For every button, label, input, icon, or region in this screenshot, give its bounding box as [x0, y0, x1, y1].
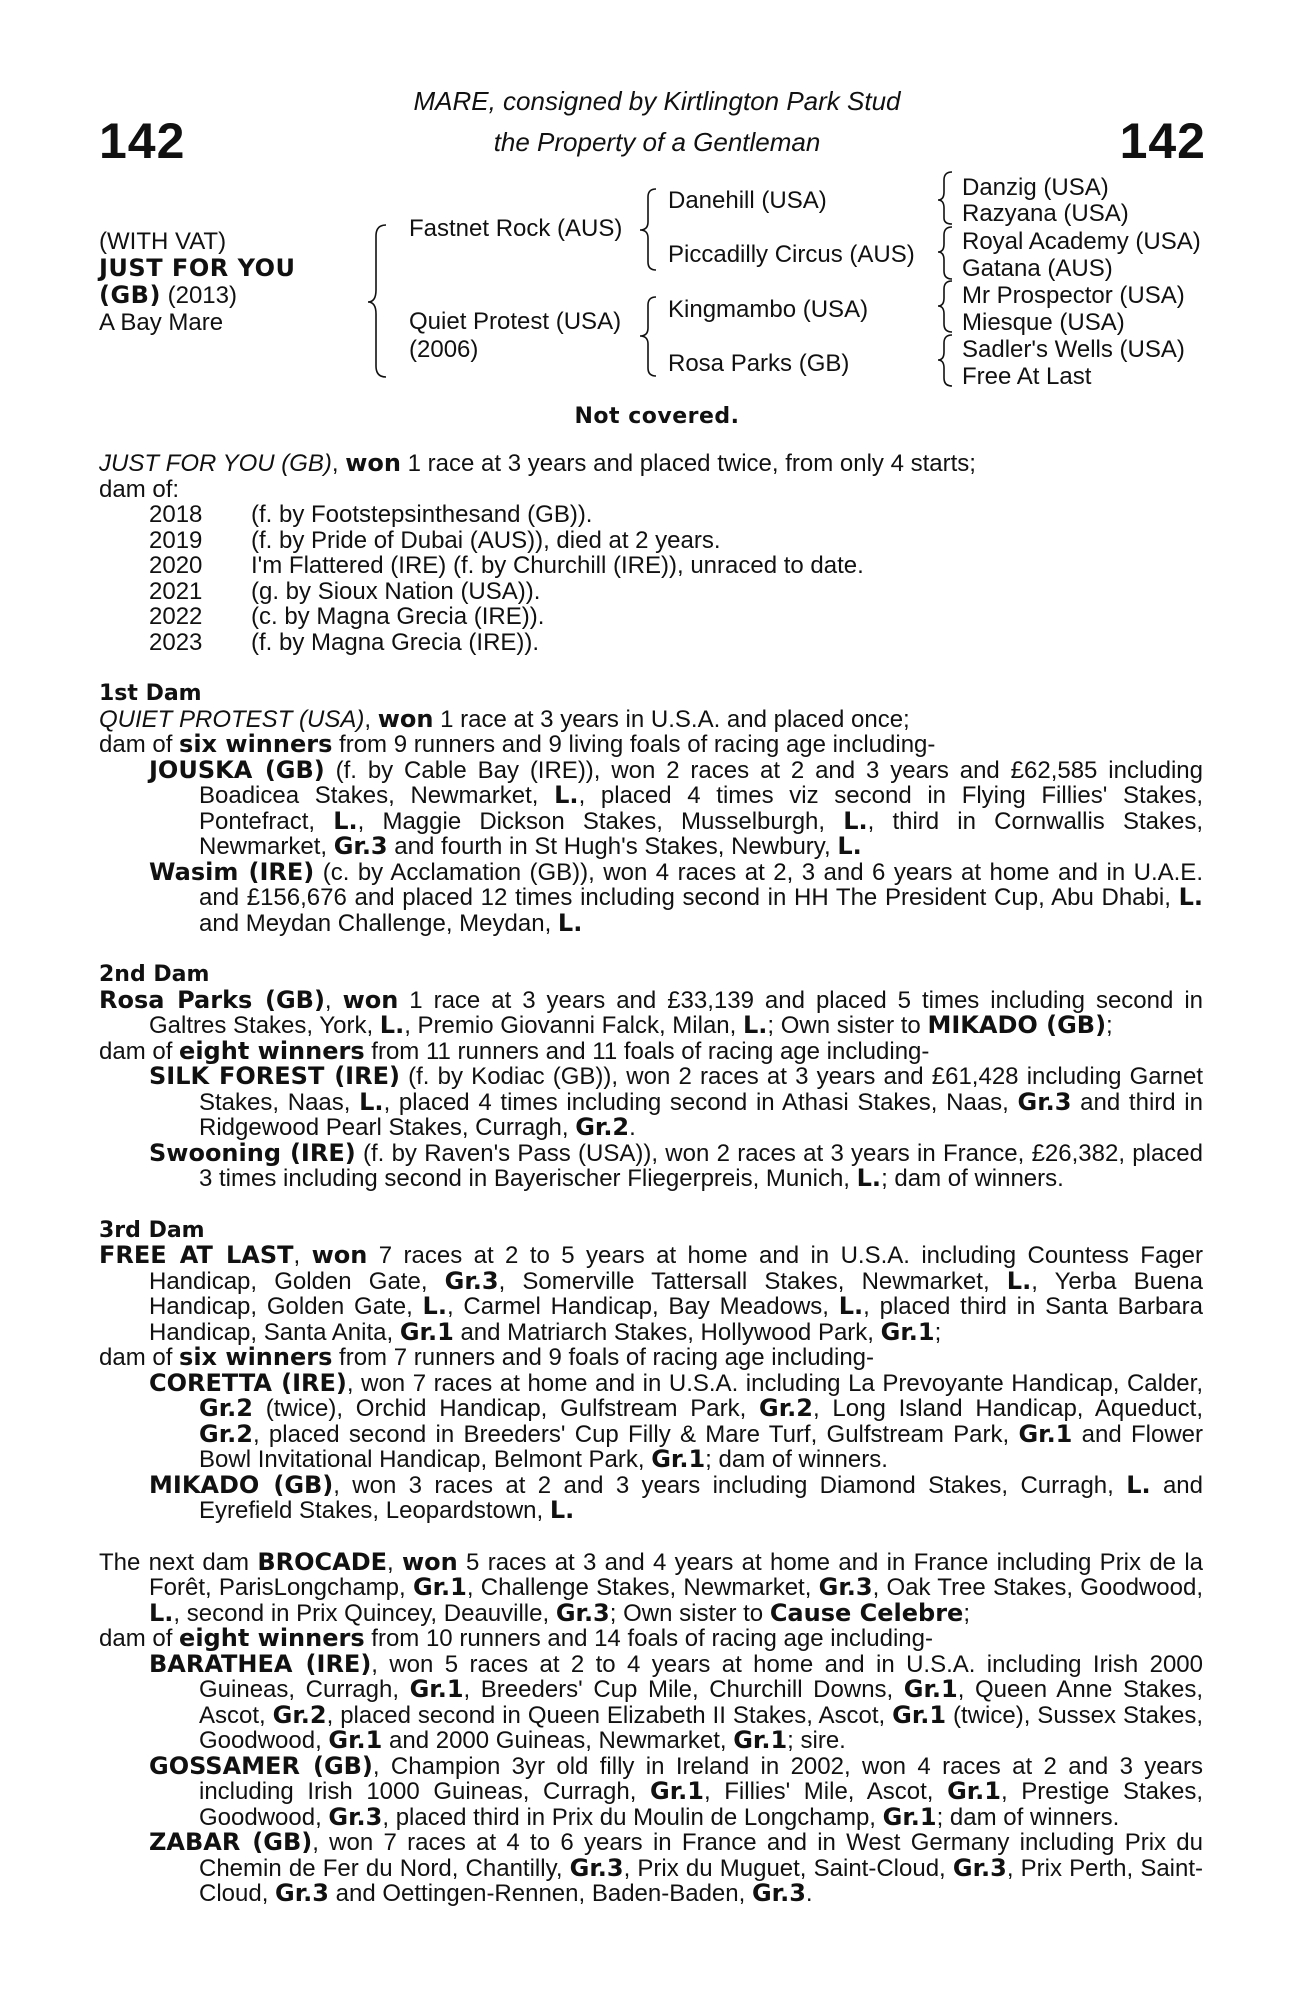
gg-5: Mr Prospector (USA)	[962, 282, 1185, 309]
first-dam-heading: 1st Dam	[99, 681, 202, 706]
gg-2: Razyana (USA)	[962, 200, 1129, 227]
produce-detail: I'm Flattered (IRE) (f. by Churchill (IRE)), unraced to date.	[251, 552, 864, 579]
vat-status: (WITH VAT)	[99, 228, 227, 255]
produce-year: 2020	[149, 552, 203, 579]
foal-entry: GOSSAMER (GB), Champion 3yr old filly in Ireland in 2002, won 4 races at 2 and 3 years including Irish 1000 Guineas, Curragh, Gr.1, Fillies' Mile, Ascot, Gr.1, Prestige Stakes, Goodwood, Gr.3, placed third in Prix du Moulin de Longchamp, Gr.1; dam of winners.	[149, 1751, 1203, 1831]
foal-entry: JOUSKA (GB) (f. by Cable Bay (IRE)), won 2 races at 2 and 3 years and £62,585 including Boadicea Stakes, Newmarket, L., placed 4 times viz second in Flying Fillies' Stakes, Pontefract, L., Maggie Dickson Stakes, Musselburgh, L., third in Cornwallis Stakes, Newmarket, Gr.3 and fourth in St Hugh's Stakes, Newbury, L.	[149, 755, 1203, 860]
produce-list	[99, 502, 1203, 655]
second-dam-record: Rosa Parks (GB), won 1 race at 3 years and £33,139 and placed 5 times including second in Galtres Stakes, York, L., Premio Giovanni Falck, Milan, L.; Own sister to MIKADO (GB);	[99, 985, 1203, 1039]
lot-number-right: 142	[1119, 113, 1206, 169]
next-dam-record: The next dam BROCADE, won 5 races at 3 and 4 years at home and in France including Prix de la Forêt, ParisLongchamp, Gr.1, Challenge Stakes, Newmarket, Gr.3, Oak Tree Stakes, Goodwood, L., second in Prix Quincey, Deauville, Gr.3; Own sister to Cause Celebre;	[99, 1547, 1204, 1627]
produce-row	[99, 579, 1203, 605]
third-dam-heading: 3rd Dam	[99, 1217, 205, 1243]
horse-country: (GB)	[99, 281, 161, 309]
produce-row	[99, 553, 1203, 579]
foal-entry: Wasim (IRE) (c. by Acclamation (GB)), won 4 races at 2, 3 and 6 years at home and in U.A.E. and £156,676 and placed 12 times including second in HH The President Cup, Abu Dhabi, L. and Meydan Challenge, Meydan, L.	[149, 857, 1203, 937]
third-dam-summary: dam of six winners from 7 runners and 9 foals of racing age including-	[99, 1343, 875, 1371]
produce-detail: (f. by Footstepsinthesand (GB)).	[251, 501, 593, 528]
produce-detail: (f. by Pride of Dubai (AUS)), died at 2 years.	[251, 526, 721, 554]
produce-row	[99, 630, 1203, 656]
horse-year: (2013)	[167, 282, 237, 309]
produce-year: 2018	[149, 501, 203, 528]
first-dam-record: QUIET PROTEST (USA), won 1 race at 3 years in U.S.A. and placed once;	[99, 704, 910, 733]
dam-of-label: dam of:	[99, 475, 180, 503]
catalogue-body	[99, 451, 1203, 1907]
third-dam-record: FREE AT LAST, won 7 races at 2 to 5 years at home and in U.S.A. including Countess Fager Handicap, Golden Gate, Gr.3, Somerville Tattersall Stakes, Newmarket, L., Yerba Buena Handicap, Golden Gate, L., Carmel Handicap, Bay Meadows, L., placed third in Santa Barbara Handicap, Santa Anita, Gr.1 and Matriarch Stakes, Hollywood Park, Gr.1;	[99, 1241, 1203, 1346]
race-record: JUST FOR YOU (GB), won 1 race at 3 years and placed twice, from only 4 starts;	[99, 449, 976, 477]
gg-6: Miesque (USA)	[962, 309, 1125, 336]
third-dam-section	[99, 1218, 1203, 1524]
produce-row	[99, 528, 1203, 554]
property-line: the Property of a Gentleman	[493, 127, 821, 157]
consignor-line: MARE, consigned by Kirtlington Park Stud	[413, 86, 901, 116]
foal-entry: ZABAR (GB), won 7 races at 4 to 6 years in France and in West Germany including Prix du Chemin de Fer du Nord, Chantilly, Gr.3, Prix du Muguet, Saint-Cloud, Gr.3, Prix Perth, Saint-Cloud, Gr.3 and Oettingen-Rennen, Baden-Baden, Gr.3.	[149, 1828, 1204, 1907]
gg-7: Sadler's Wells (USA)	[962, 336, 1185, 363]
sire-dam: Piccadilly Circus (AUS)	[668, 241, 915, 268]
second-dam-heading: 2nd Dam	[99, 962, 210, 987]
first-dam-summary: dam of six winners from 9 runners and 9 living foals of racing age including-	[99, 730, 936, 758]
second-dam-section	[99, 962, 1203, 1192]
horse-name: JUST FOR YOU	[99, 254, 296, 282]
sire-sire: Danehill (USA)	[668, 187, 827, 214]
dam-year: (2006)	[409, 336, 479, 363]
foal-entry: MIKADO (GB), won 3 races at 2 and 3 years including Diamond Stakes, Curragh, L. and Eyrefield Stakes, Leopardstown, L.	[149, 1470, 1204, 1524]
dam-name: Quiet Protest (USA)	[409, 308, 622, 335]
gg-1: Danzig (USA)	[962, 174, 1109, 201]
gg-3: Royal Academy (USA)	[962, 228, 1201, 255]
second-dam-summary: dam of eight winners from 11 runners and 11 foals of racing age including-	[99, 1036, 930, 1065]
lot-number-left: 142	[99, 113, 186, 169]
produce-year: 2022	[149, 603, 203, 630]
covering-status: Not covered.	[574, 404, 740, 429]
produce-row	[99, 604, 1203, 630]
produce-year: 2023	[149, 628, 203, 656]
dam-dam: Rosa Parks (GB)	[668, 350, 850, 377]
foal-entry: Swooning (IRE) (f. by Raven's Pass (USA)), won 2 races at 3 years in France, £26,382, placed 3 times including second in Bayerischer Fliegerpreis, Munich, L.; dam of winners.	[149, 1138, 1203, 1192]
dam-sire: Kingmambo (USA)	[668, 296, 869, 323]
foal-entry: SILK FOREST (IRE) (f. by Kodiac (GB)), won 2 races at 3 years and £61,428 including Garnet Stakes, Naas, L., placed 4 times including second in Athasi Stakes, Naas, Gr.3 and third in Ridgewood Pearl Stakes, Curragh, Gr.2.	[149, 1062, 1203, 1141]
sire-name: Fastnet Rock (AUS)	[409, 215, 623, 242]
produce-year: 2021	[149, 577, 203, 605]
produce-detail: (f. by Magna Grecia (IRE)).	[251, 628, 540, 656]
next-dam-section	[99, 1547, 1204, 1907]
produce-row	[99, 502, 1203, 528]
gg-8: Free At Last	[962, 363, 1092, 390]
foal-entry: BARATHEA (IRE), won 5 races at 2 to 4 years at home and in U.S.A. including Irish 2000 Guineas, Curragh, Gr.1, Breeders' Cup Mile, Churchill Downs, Gr.1, Queen Anne Stakes, Ascot, Gr.2, placed second in Queen Elizabeth II Stakes, Ascot, Gr.1 (twice), Sussex Stakes, Goodwood, Gr.1 and 2000 Guineas, Newmarket, Gr.1; sire.	[149, 1649, 1204, 1754]
horse-description: A Bay Mare	[99, 309, 224, 336]
gg-4: Gatana (AUS)	[962, 255, 1113, 282]
first-dam-section	[99, 681, 1203, 936]
foal-entry: CORETTA (IRE), won 7 races at home and in U.S.A. including La Prevoyante Handicap, Calder, Gr.2 (twice), Orchid Handicap, Gulfstream Park, Gr.2, Long Island Handicap, Aqueduct, Gr.2, placed second in Breeders' Cup Filly & Mare Turf, Gulfstream Park, Gr.1 and Flower Bowl Invitational Handicap, Belmont Park, Gr.1; dam of winners.	[149, 1368, 1203, 1473]
produce-detail: (c. by Magna Grecia (IRE)).	[251, 603, 545, 630]
produce-detail: (g. by Sioux Nation (USA)).	[251, 577, 541, 605]
next-dam-summary: dam of eight winners from 10 runners and 14 foals of racing age including-	[99, 1624, 933, 1652]
produce-year: 2019	[149, 526, 203, 554]
